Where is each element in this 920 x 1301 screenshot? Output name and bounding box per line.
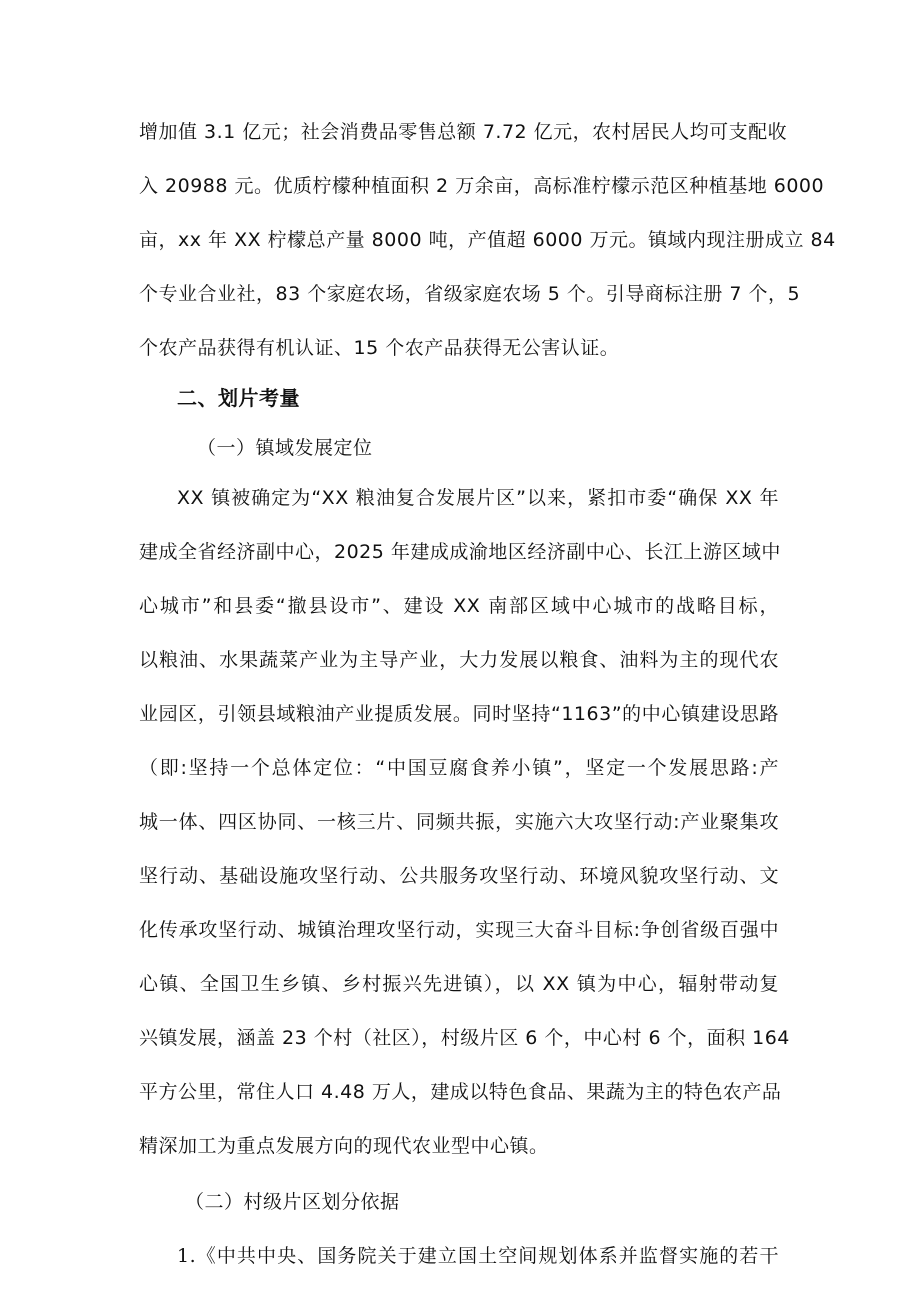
text-line: 精深加工为重点发展方向的现代农业型中心镇。: [139, 1135, 549, 1157]
subsection-title-2: （二）村级片区划分依据: [185, 1191, 400, 1213]
text-line: （即:坚持一个总体定位：“中国豆腐食养小镇”，坚定一个发展思路:产: [139, 757, 779, 779]
document-body: [139, 120, 836, 1268]
paragraph-town-positioning: [139, 486, 789, 1158]
text-line: 个农产品获得有机认证、15 个农产品获得无公害认证。: [139, 337, 620, 359]
text-line: 建成全省经济副中心，2025 年建成成渝地区经济副中心、长江上游区域中: [139, 541, 781, 563]
text-line: 亩，xx 年 XX 柠檬总产量 8000 吨，产值超 6000 万元。镇域内现注册成立 84: [139, 229, 836, 251]
text-line: 心镇、全国卫生乡镇、乡村振兴先进镇），以 XX 镇为中心，辐射带动复: [139, 973, 779, 995]
text-line: 心城市”和县委“撤县设市”、建设 XX 南部区域中心城市的战略目标，: [139, 595, 779, 617]
text-line: 增加值 3.1 亿元；社会消费品零售总额 7.72 亿元，农村居民人均可支配收: [139, 121, 788, 143]
section-heading: 二、划片考量: [177, 386, 300, 410]
text-line: 个专业合业社，83 个家庭农场，省级家庭农场 5 个。引导商标注册 7 个，5: [139, 283, 801, 305]
text-line: 以粮油、水果蔬菜产业为主导产业，大力发展以粮食、油料为主的现代农: [139, 649, 779, 671]
text-line: 入 20988 元。优质柠檬种植面积 2 万余亩，高标准柠檬示范区种植基地 6000: [139, 175, 825, 197]
list-item: 1.《中共中央、国务院关于建立国土空间规划体系并监督实施的若干: [177, 1245, 779, 1267]
text-line: 化传承攻坚行动、城镇治理攻坚行动，实现三大奋斗目标:争创省级百强中: [139, 919, 779, 941]
text-line: 业园区，引领县域粮油产业提质发展。同时坚持“1163”的中心镇建设思路: [139, 703, 779, 725]
paragraph-economy-stats: [139, 120, 836, 360]
text-line: XX 镇被确定为“XX 粮油复合发展片区”以来，紧扣市委“确保 XX 年: [177, 487, 779, 509]
text-line: 平方公里，常住人口 4.48 万人，建成以特色食品、果蔬为主的特色农产品: [139, 1081, 782, 1103]
text-line: 城一体、四区协同、一核三片、同频共振，实施六大攻坚行动:产业聚集攻: [139, 811, 779, 833]
text-line: 坚行动、基础设施攻坚行动、公共服务攻坚行动、环境风貌攻坚行动、文: [139, 865, 779, 887]
subsection-title-1: （一）镇域发展定位: [197, 437, 373, 459]
text-line: 兴镇发展，涵盖 23 个村（社区），村级片区 6 个，中心村 6 个，面积 164: [139, 1027, 790, 1049]
